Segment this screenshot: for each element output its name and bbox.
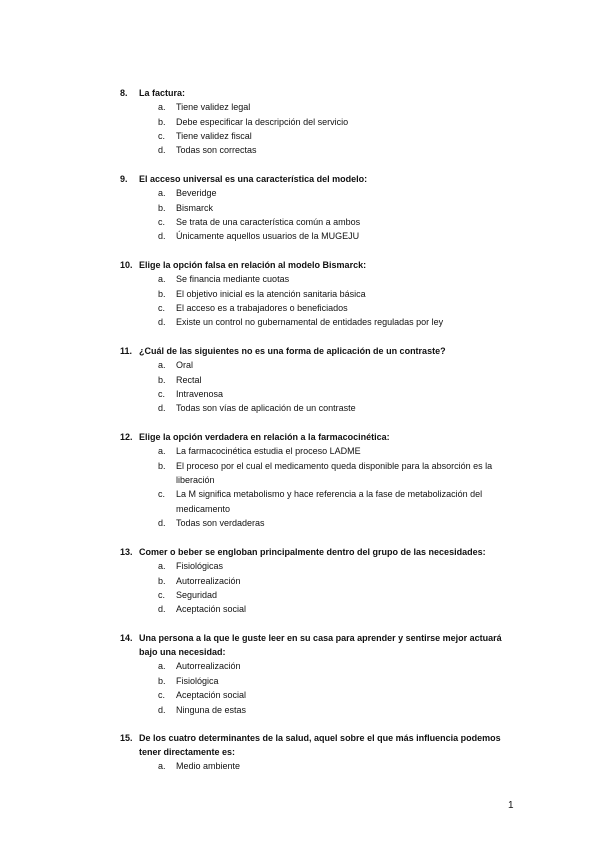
option-text: El acceso es a trabajadores o beneficiados [176,303,348,314]
option-b [120,459,520,488]
option-list [120,444,520,530]
option-letter: a. [158,188,166,199]
option-list [120,759,520,773]
question-11 [120,344,520,416]
option-a [120,659,520,673]
option-text: Todas son verdaderas [176,518,265,529]
option-letter: b. [158,202,166,213]
option-a [120,358,520,372]
option-c [120,215,520,229]
option-letter: a. [158,446,166,457]
page-number: 1 [508,800,514,811]
option-a [120,559,520,573]
option-c [120,129,520,143]
option-letter: d. [158,704,166,715]
question-text: ¿Cuál de las siguientes no es una forma de aplicación de un contraste? [139,346,446,356]
question-number: 12. [120,432,133,442]
option-letter: a. [158,102,166,113]
option-text: Se financia mediante cuotas [176,274,290,285]
option-text: Aceptación social [176,690,247,701]
option-d [120,315,520,329]
option-d [120,401,520,415]
question-text: El acceso universal es una característica del modelo: [139,174,368,184]
question-number: 15. [120,733,133,743]
question-8 [120,86,520,158]
option-text: Autorrealización [176,661,241,672]
question-number: 11. [120,346,133,356]
option-letter: a. [158,661,166,672]
question-title [120,731,520,759]
option-letter: b. [158,460,166,471]
option-letter: c. [158,690,166,701]
option-list [120,100,520,158]
option-d [120,143,520,157]
option-text: Seguridad [176,590,218,601]
option-text: El proceso por el cual el medicamento queda disponible para la absorción es la liberación [176,460,493,486]
option-a [120,759,520,773]
question-14 [120,631,520,717]
option-letter: c. [158,131,166,142]
option-list [120,186,520,244]
option-letter: c. [158,590,166,601]
question-number: 9. [120,174,128,184]
option-text: Autorrealización [176,575,241,586]
option-text: Tiene validez legal [176,102,251,113]
question-text: La factura: [139,88,186,98]
option-d [120,516,520,530]
option-letter: d. [158,604,166,615]
question-title [120,545,520,559]
option-letter: d. [158,145,166,156]
option-text: Todas son vías de aplicación de un contraste [176,403,356,414]
option-letter: c. [158,389,166,400]
option-text: Beveridge [176,188,217,199]
option-b [120,287,520,301]
option-text: Rectal [176,374,202,385]
question-title [120,258,520,272]
question-title [120,631,520,659]
option-letter: c. [158,489,166,500]
question-13 [120,545,520,617]
option-letter: b. [158,575,166,586]
option-d [120,602,520,616]
question-10 [120,258,520,330]
option-list [120,659,520,717]
option-text: Medio ambiente [176,761,241,772]
option-letter: d. [158,518,166,529]
option-text: Únicamente aquellos usuarios de la MUGEJU [176,231,360,242]
question-number: 14. [120,633,133,643]
option-letter: a. [158,561,166,572]
option-letter: b. [158,288,166,299]
option-a [120,272,520,286]
option-text: Intravenosa [176,389,224,400]
option-letter: a. [158,274,166,285]
question-title [120,430,520,444]
option-b [120,373,520,387]
option-text: La farmacocinética estudia el proceso LADME [176,446,361,457]
option-letter: d. [158,317,166,328]
option-text: Tiene validez fiscal [176,131,252,142]
option-text: El objetivo inicial es la atención sanitaria básica [176,288,366,299]
option-a [120,100,520,114]
question-text: Elige la opción falsa en relación al modelo Bismarck: [139,260,367,270]
option-a [120,444,520,458]
option-text: Existe un control no gubernamental de entidades reguladas por ley [176,317,444,328]
option-letter: b. [158,116,166,127]
option-c [120,688,520,702]
option-c [120,387,520,401]
question-12 [120,430,520,531]
option-list [120,272,520,330]
option-text: Se trata de una característica común a ambos [176,217,361,228]
option-b [120,574,520,588]
option-letter: c. [158,217,166,228]
option-letter: a. [158,360,166,371]
option-list [120,559,520,617]
option-text: Oral [176,360,194,371]
question-number: 13. [120,547,133,557]
option-c [120,588,520,602]
option-d [120,229,520,243]
question-15 [120,731,520,774]
option-text: Fisiológica [176,675,219,686]
option-letter: c. [158,303,166,314]
option-letter: a. [158,761,166,772]
question-title [120,86,520,100]
option-list [120,358,520,416]
option-b [120,201,520,215]
option-c [120,301,520,315]
question-9 [120,172,520,244]
option-text: Todas son correctas [176,145,257,156]
question-title [120,172,520,186]
option-letter: b. [158,675,166,686]
option-text: Debe especificar la descripción del servicio [176,116,349,127]
question-number: 10. [120,260,133,270]
option-c [120,487,520,516]
question-number: 8. [120,88,128,98]
option-d [120,703,520,717]
question-text: Elige la opción verdadera en relación a la farmacocinética: [139,432,390,442]
question-text: Una persona a la que le guste leer en su casa para aprender y sentirse mejor actuará bajo una necesidad: [139,633,502,658]
option-b [120,674,520,688]
option-letter: b. [158,374,166,385]
option-text: Ninguna de estas [176,704,247,715]
option-text: Fisiológicas [176,561,224,572]
question-text: De los cuatro determinantes de la salud, aquel sobre el que más influencia podemos tener directamente es: [139,733,501,758]
question-title [120,344,520,358]
option-text: Bismarck [176,202,214,213]
option-text: Aceptación social [176,604,247,615]
option-letter: d. [158,403,166,414]
option-text: La M significa metabolismo y hace referencia a la fase de metabolización del medicamento [176,489,483,514]
question-text: Comer o beber se engloban principalmente dentro del grupo de las necesidades: [139,547,486,557]
option-letter: d. [158,231,166,242]
option-a [120,186,520,200]
option-b [120,115,520,129]
